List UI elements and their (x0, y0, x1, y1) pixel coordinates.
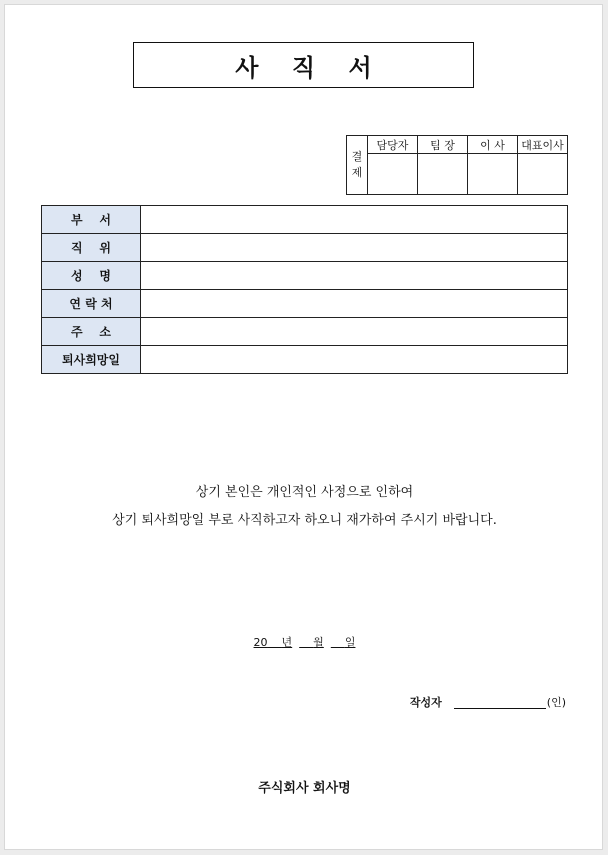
info-row-contact (42, 290, 568, 318)
body-line-2: 상기 퇴사희망일 부로 사직하고자 하오니 재가하여 주시기 바랍니다. (112, 513, 497, 528)
body-line-1: 상기 본인은 개인적인 사정으로 인하여 (195, 485, 414, 500)
approval-table (346, 135, 568, 195)
approval-header-ceo: 대표이사 (518, 136, 568, 154)
approval-header-director: 이 사 (468, 136, 518, 154)
date-year-unit: 년 (281, 636, 293, 649)
approval-label-line1: 결 (351, 150, 363, 163)
info-row-resign-date (42, 346, 568, 374)
info-value-resign-date[interactable] (141, 346, 568, 374)
document-page (4, 4, 603, 850)
document-title-box (133, 42, 474, 88)
date-day-unit: 일 (344, 636, 356, 649)
info-label-resign-date: 퇴사희망일 (42, 346, 141, 374)
signature-field[interactable] (454, 696, 546, 709)
approval-header-team-leader: 팀 장 (418, 136, 468, 154)
info-value-address[interactable] (141, 318, 568, 346)
info-value-contact[interactable] (141, 290, 568, 318)
info-row-address (42, 318, 568, 346)
info-row-position (42, 234, 568, 262)
info-value-position[interactable] (141, 234, 568, 262)
approval-sign-director[interactable] (468, 154, 518, 195)
date-line (5, 634, 604, 650)
info-label-address: 주 소 (42, 318, 141, 346)
info-label-name: 성 명 (42, 262, 141, 290)
date-year-prefix: 20 (253, 636, 268, 649)
approval-label-line2: 제 (351, 166, 363, 179)
info-label-department: 부 서 (42, 206, 141, 234)
info-value-department[interactable] (141, 206, 568, 234)
date-month-unit: 월 (313, 636, 324, 649)
signature-line (410, 694, 566, 710)
info-row-department (42, 206, 568, 234)
approval-sign-staff[interactable] (368, 154, 418, 195)
document-title: 사 직 서 (235, 53, 372, 82)
approval-label (347, 136, 368, 195)
signature-label: 작성자 (409, 696, 442, 709)
company-name: 주식회사 회사명 (258, 781, 351, 796)
info-label-position: 직 위 (42, 234, 141, 262)
approval-sign-ceo[interactable] (518, 154, 568, 195)
approval-sign-team-leader[interactable] (418, 154, 468, 195)
info-value-name[interactable] (141, 262, 568, 290)
info-row-name (42, 262, 568, 290)
info-label-contact: 연 락 처 (42, 290, 141, 318)
info-table (41, 205, 568, 374)
signature-seal: (인) (546, 696, 566, 709)
approval-header-staff: 담당자 (368, 136, 418, 154)
